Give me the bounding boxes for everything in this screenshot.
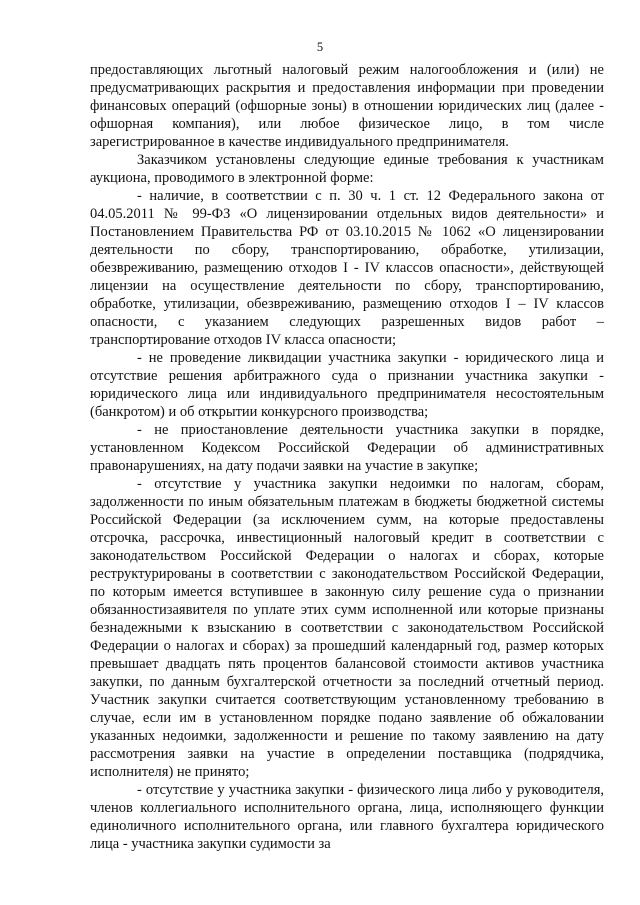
paragraph-offshore-continuation: предоставляющих льготный налоговый режим налогообложения и (или) не предусматривающих раскрытия и предоставления информации при проведении финансовых операций (офшорные зоны) в отношении юридических лиц (далее - офшорная компания), или любое физическое лицо, в том числе зарегистрированное в качестве индивидуального предпринимателя.: [90, 62, 604, 150]
paragraph-no-liquidation: - не проведение ликвидации участника закупки - юридического лица и отсутствие решения арбитражного суда о признании участника закупки - юридического лица или индивидуального предпринимателя несостоятельным (банкротом) и об открытии конкурсного производства;: [90, 350, 604, 420]
paragraph-no-criminal-record: - отсутствие у участника закупки - физического лица либо у руководителя, членов коллегиального исполнительного органа, лица, исполняющего функции единоличного исполнительного органа, или главного бухгалтера юридического лица - участника закупки судимости за: [90, 782, 604, 852]
paragraph-no-suspension: - не приостановление деятельности участника закупки в порядке, установленном Кодексом Российской Федерации об административных правонарушениях, на дату подачи заявки на участие в закупке;: [90, 422, 604, 474]
document-body: [90, 61, 604, 853]
paragraph-no-tax-arrears: - отсутствие у участника закупки недоимки по налогам, сборам, задолженности по иным обязательным платежам в бюджеты бюджетной системы Российской Федерации (за исключением сумм, на которые предоставлены отсрочка, рассрочка, инвестиционный налоговый кредит в соответствии с законодательством Российской Федерации о налогах и сборах, которые реструктурированы в соответствии с законодательством Российской Федерации, по которым имеется вступившее в законную силу решение суда о признании обязанностизаявителя по уплате этих сумм исполненной или которые признаны безнадежными к взысканию в соответствии с законодательством Российской Федерации о налогах и сборах) за прошедший календарный год, размер которых превышает двадцать пять процентов балансовой стоимости активов участника закупки, по данным бухгалтерской отчетности за последний отчетный период. Участник закупки считается соответствующим установленному требованию в случае, если им в установленном порядке подано заявление об обжаловании указанных недоимки, задолженности и решение по такому заявлению на дату рассмотрения заявки на участие в определении поставщика (подрядчика, исполнителя) не принято;: [90, 476, 604, 780]
page-number: 5: [316, 40, 324, 54]
paragraph-license-requirement: - наличие, в соответствии с п. 30 ч. 1 ст. 12 Федерального закона от 04.05.2011 № 99-ФЗ «О лицензировании отдельных видов деятельности» и Постановлением Правительства РФ от 03.10.2015 № 1062 «О лицензировании деятельности по сбору, транспортированию, обработке, утилизации, обезвреживанию, размещению отходов I - IV классов опасности», действующей лицензии на осуществление деятельности по сбору, транспортированию, обработке, утилизации, обезвреживанию, размещению отходов I – IV классов опасности, с указанием следующих разрешенных видов работ – транспортирование отходов IV класса опасности;: [90, 188, 604, 348]
paragraph-requirements-intro: Заказчиком установлены следующие единые требования к участникам аукциона, проводимого в электронной форме:: [90, 152, 604, 186]
